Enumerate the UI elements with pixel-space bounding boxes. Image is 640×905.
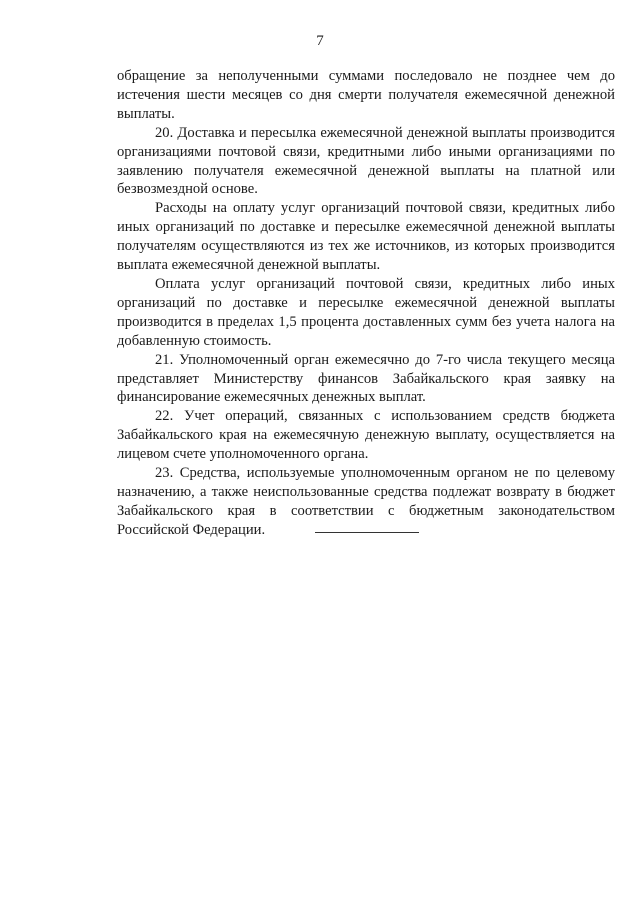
paragraph-continuation: обращение за неполученными суммами последовало не позднее чем до истечения шести месяцев со дня смерти получателя ежемесячной денежной выплаты.: [117, 68, 615, 122]
end-of-document-rule: [315, 532, 419, 533]
paragraph-delivery-costs: Расходы на оплату услуг организаций почтовой связи, кредитных либо иных организаций по доставке и пересылке ежемесячной денежной выплаты получателям осуществляются из тех же источников, из которых производится выплата ежемесячной денежной выплаты.: [117, 200, 615, 274]
paragraph-item-23: 23. Средства, используемые уполномоченным органом не по целевому назначению, а также неиспользованные средства подлежат возврату в бюджет Забайкальского края в соответствии с бюджетным законодательством Российской Федерации.: [117, 465, 615, 538]
paragraph-item-20: 20. Доставка и пересылка ежемесячной денежной выплаты производится организациями почтовой связи, кредитными либо иными организациями по заявлению получателя ежемесячной денежной выплаты на платной или безвозмездной основе.: [117, 124, 615, 198]
paragraph-item-22: 22. Учет операций, связанных с использованием средств бюджета Забайкальского края на ежемесячную денежную выплату, осуществляется на лицевом счете уполномоченного органа.: [117, 408, 615, 463]
page-number: 7: [316, 33, 324, 49]
document-body: [117, 67, 615, 540]
paragraph-item-21: 21. Уполномоченный орган ежемесячно до 7-го числа текущего месяца представляет Министерству финансов Забайкальского края заявку на финансирование ежемесячных денежных выплат.: [117, 351, 615, 406]
paragraph-payment-limit: Оплата услуг организаций почтовой связи, кредитных либо иных организаций по доставке и пересылке ежемесячной денежной выплаты производится в пределах 1,5 процента доставленных сумм без учета налога на добавленную стоимость.: [117, 275, 615, 349]
